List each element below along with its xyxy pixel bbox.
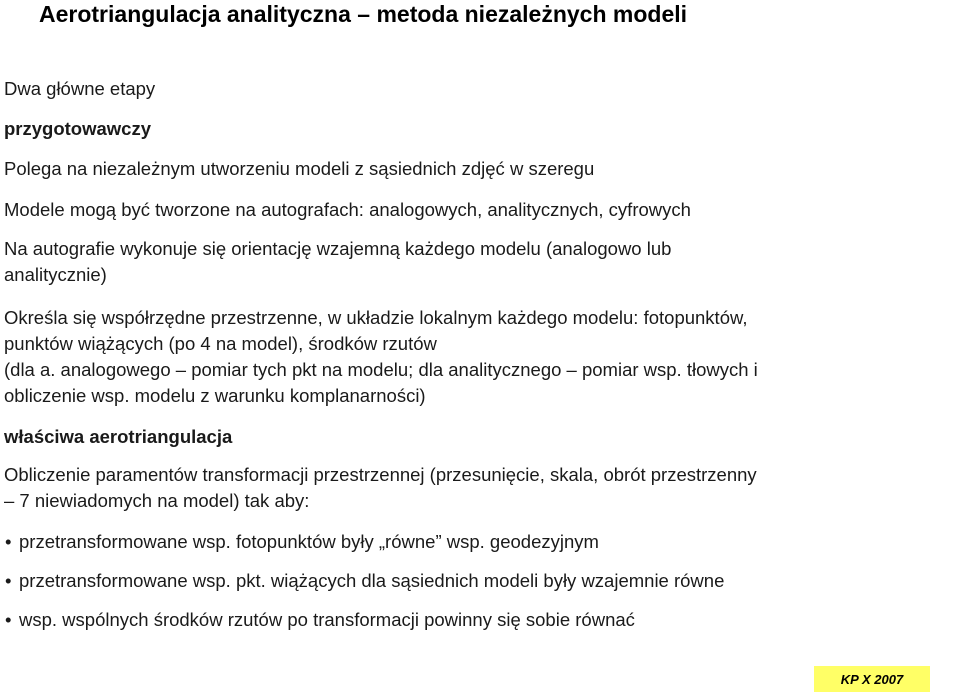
bullet-text: wsp. wspólnych środków rzutów po transformacji powinny się sobie równać <box>19 609 635 630</box>
section-heading-preparatory: przygotowawczy <box>4 118 151 139</box>
intro-text: Dwa główne etapy <box>4 78 156 99</box>
bullet-icon: • <box>5 570 12 591</box>
section1-line: Modele mogą być tworzone na autografach: analogowych, analitycznych, cyfrowych <box>4 199 691 220</box>
section2-line: Obliczenie paramentów transformacji przestrzennej (przesunięcie, skala, obrót przestrzenny <box>4 464 757 485</box>
section1-line: Polega na niezależnym utworzeniu modeli z sąsiednich zdjęć w szeregu <box>4 158 595 179</box>
bullet-icon: • <box>5 531 12 552</box>
slide-title: Aerotriangulacja analityczna – metoda niezależnych modeli <box>39 1 688 27</box>
section2-line: – 7 niewiadomych na model) tak aby: <box>4 490 310 511</box>
section1-line: obliczenie wsp. modelu z warunku komplanarności) <box>4 385 426 406</box>
bullet-item <box>5 529 599 555</box>
section1-line: analitycznie) <box>4 264 107 285</box>
section-heading-aerotriangulation: właściwa aerotriangulacja <box>4 426 233 447</box>
bullet-item <box>5 607 635 633</box>
bullet-text: przetransformowane wsp. pkt. wiążących dla sąsiednich modeli były wzajemnie równe <box>19 570 725 591</box>
bullet-text: przetransformowane wsp. fotopunktów były „równe” wsp. geodezyjnym <box>19 531 599 552</box>
footer-badge: KP X 2007 <box>814 666 930 692</box>
section1-line: punktów wiążących (po 4 na model), środków rzutów <box>4 333 437 354</box>
section1-line: (dla a. analogowego – pomiar tych pkt na modelu; dla analitycznego – pomiar wsp. tłowych i <box>4 359 758 380</box>
bullet-icon: • <box>5 609 12 630</box>
section1-line: Na autografie wykonuje się orientację wzajemną każdego modelu (analogowo lub <box>4 238 672 259</box>
section1-line: Określa się współrzędne przestrzenne, w układzie lokalnym każdego modelu: fotopunktów, <box>4 307 748 328</box>
bullet-item <box>5 568 724 594</box>
